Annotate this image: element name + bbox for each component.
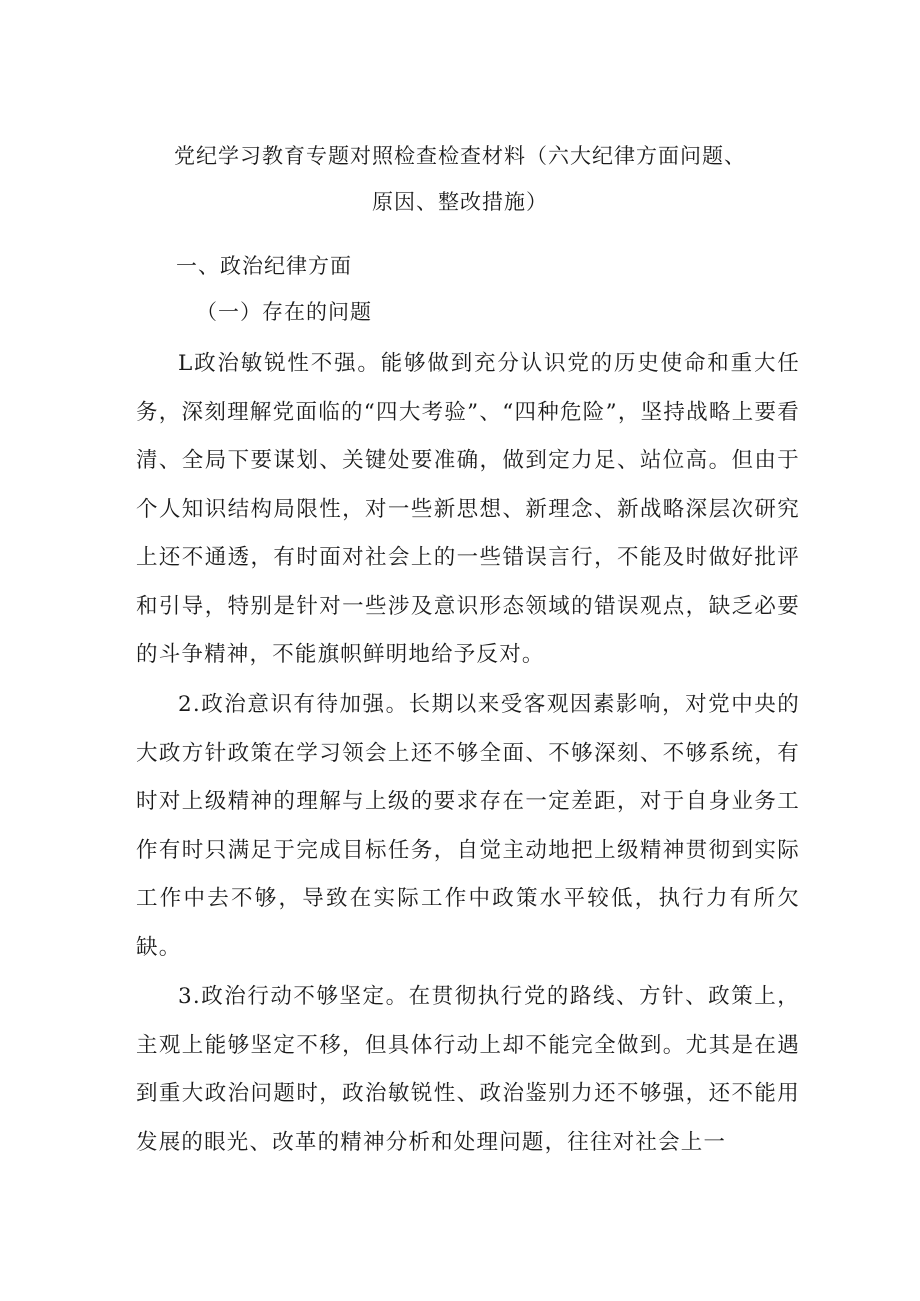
subsection-heading: （一）存在的问题: [196, 300, 372, 324]
paragraph-3: 3.政治行动不够坚定。在贯彻执行党的路线、方针、政策上，主观上能够坚定不移，但具体行动上却不能完全做到。尤其是在遇到重大政治问题时，政治敏锐性、政治鉴别力还不够强，还不能用发展的眼光、改革的精神分析和处理问题，往往对社会上一: [136, 984, 800, 1155]
paragraph-1: L政治敏锐性不强。能够做到充分认识党的历史使命和重大任务，深刻理解党面临的“四大考验”、“四种危险”，坚持战略上要看清、全局下要谋划、关键处要准确，做到定力足、站位高。但由于个人知识结构局限性，对一些新思想、新理念、新战略深层次研究上还不通透，有时面对社会上的一些错误言行，不能及时做好批评和引导，特别是针对一些涉及意识形态领域的错误观点，缺乏必要的斗争精神，不能旗帜鲜明地给予反对。: [136, 351, 800, 667]
document-title-line1: 党纪学习教育专题对照检查检查材料（六大纪律方面问题、: [174, 144, 746, 168]
section-heading: 一、政治纪律方面: [176, 254, 352, 278]
paragraph-2: 2.政治意识有待加强。长期以来受客观因素影响，对党中央的大政方针政策在学习领会上还不够全面、不够深刻、不够系统，有时对上级精神的理解与上级的要求存在一定差距，对于自身业务工作有时只满足于完成目标任务，自觉主动地把上级精神贯彻到实际工作中去不够，导致在实际工作中政策水平较低，执行力有所欠缺。: [136, 692, 800, 960]
document-title-line2: 原因、整改措施）: [372, 190, 548, 214]
